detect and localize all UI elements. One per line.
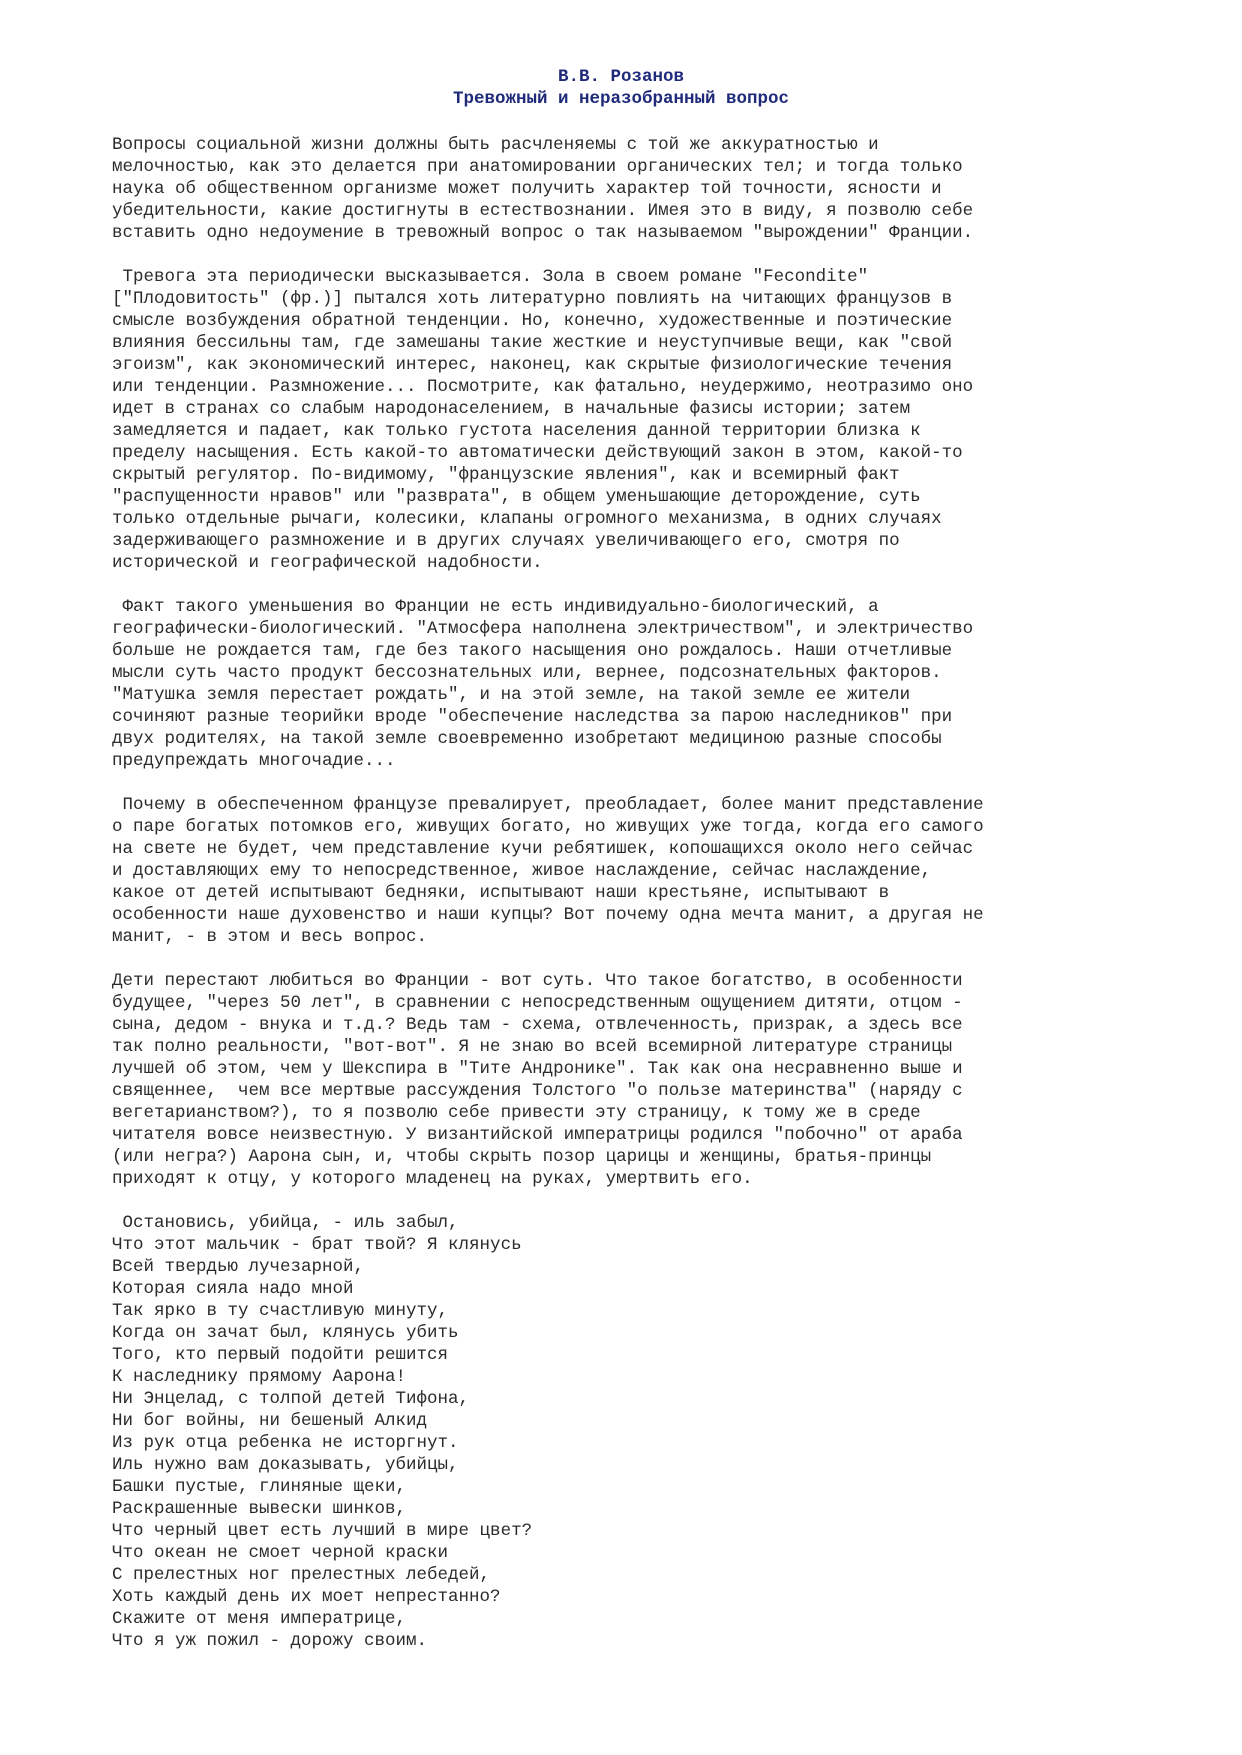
document-header xyxy=(0,66,1242,110)
text-line: Что океан не смоет черной краски xyxy=(112,1543,449,1563)
document-body xyxy=(112,134,1172,1652)
text-line: смысле возбуждения обратной тенденции. Но, конечно, художественные и поэтические xyxy=(112,311,953,331)
text-line: Башки пустые, глиняные щеки, xyxy=(112,1477,407,1497)
text-line: Что черный цвет есть лучший в мире цвет? xyxy=(112,1521,533,1541)
paragraph xyxy=(112,134,1172,244)
text-line: Ни бог войны, ни бешеный Алкид xyxy=(112,1411,428,1431)
text-line: (или негра?) Аарона сын, и, чтобы скрыть позор царицы и женщины, братья-принцы xyxy=(112,1147,932,1167)
text-line: или тенденции. Размножение... Посмотрите, как фатально, неудержимо, неотразимо оно xyxy=(112,377,974,397)
text-line: вегетарианством?), то я позволю себе привести эту страницу, к тому же в среде xyxy=(112,1103,921,1123)
text-line: Остановись, убийца, - иль забыл, xyxy=(112,1213,459,1233)
text-line: приходят к отцу, у которого младенец на руках, умертвить его. xyxy=(112,1169,753,1189)
text-line: особенности наше духовенство и наши купцы? Вот почему одна мечта манит, а другая не xyxy=(112,905,984,925)
paragraph-spacer xyxy=(112,772,1172,794)
text-line: Хоть каждый день их моет непрестанно? xyxy=(112,1587,501,1607)
text-line: Того, кто первый подойти решится xyxy=(112,1345,449,1365)
text-line: мысли суть часто продукт бессознательных или, вернее, подсознательных факторов. xyxy=(112,663,942,683)
text-line: замедляется и падает, как только густота населения данной территории близка к xyxy=(112,421,921,441)
text-line: Всей твердью лучезарной, xyxy=(112,1257,365,1277)
paragraph xyxy=(112,596,1172,772)
text-line: исторической и географической надобности. xyxy=(112,553,543,573)
text-line: географически-биологический. "Атмосфера наполнена электричеством", и электричество xyxy=(112,619,974,639)
text-line: Что этот мальчик - брат твой? Я клянусь xyxy=(112,1235,522,1255)
text-line: К наследнику прямому Аарона! xyxy=(112,1367,407,1387)
text-line: больше не рождается там, где без такого насыщения оно рождалось. Наши отчетливые xyxy=(112,641,953,661)
text-line: пределу насыщения. Есть какой-то автоматически действующий закон в этом, какой-то xyxy=(112,443,963,463)
text-line: лучшей об этом, чем у Шекспира в "Тите Андронике". Так как она несравненно выше и xyxy=(112,1059,963,1079)
paragraph-spacer xyxy=(112,948,1172,970)
text-line: какое от детей испытывают бедняки, испытывают наши крестьяне, испытывают в xyxy=(112,883,890,903)
text-line: Которая сияла надо мной xyxy=(112,1279,354,1299)
paragraph-spacer xyxy=(112,1190,1172,1212)
text-line: только отдельные рычаги, колесики, клапаны огромного механизма, в одних случаях xyxy=(112,509,942,529)
text-line: будущее, "через 50 лет", в сравнении с непосредственным ощущением дитяти, отцом - xyxy=(112,993,963,1013)
text-line: на свете не будет, чем представление кучи ребятишек, копошащихся около него сейчас xyxy=(112,839,974,859)
text-line: Факт такого уменьшения во Франции не есть индивидуально-биологический, а xyxy=(112,597,879,617)
text-line: и доставляющих ему то непосредственное, живое наслаждение, сейчас наслаждение, xyxy=(112,861,932,881)
poem-block xyxy=(112,1212,1172,1652)
text-line: эгоизм", как экономический интерес, наконец, как скрытые физиологические течения xyxy=(112,355,953,375)
text-line: так полно реальности, "вот-вот". Я не знаю во всей всемирной литературе страницы xyxy=(112,1037,953,1057)
text-line: убедительности, какие достигнуты в естествознании. Имея это в виду, я позволю себе xyxy=(112,201,974,221)
text-line: "распущенности нравов" или "разврата", в общем уменьшающие деторождение, суть xyxy=(112,487,921,507)
text-line: сына, дедом - внука и т.д.? Ведь там - схема, отвлеченность, призрак, а здесь все xyxy=(112,1015,963,1035)
text-line: "Матушка земля перестает рождать", и на этой земле, на такой земле ее жители xyxy=(112,685,911,705)
text-line: Тревога эта периодически высказывается. Зола в своем романе "Fecondite" xyxy=(112,267,869,287)
text-line: Скажите от меня императрице, xyxy=(112,1609,407,1629)
text-line: сочиняют разные теорийки вроде "обеспечение наследства за парою наследников" при xyxy=(112,707,953,727)
text-line: Ни Энцелад, с толпой детей Тифона, xyxy=(112,1389,470,1409)
text-line: мелочностью, как это делается при анатомировании органических тел; и тогда только xyxy=(112,157,963,177)
text-line: священнее, чем все мертвые рассуждения Толстого "о пользе материнства" (наряду с xyxy=(112,1081,963,1101)
text-line: предупреждать многочадие... xyxy=(112,751,396,771)
text-line: манит, - в этом и весь вопрос. xyxy=(112,927,428,947)
paragraph xyxy=(112,794,1172,948)
text-line: задерживающего размножение и в других случаях увеличивающего его, смотря по xyxy=(112,531,900,551)
paragraph xyxy=(112,266,1172,574)
text-line: влияния бессильны там, где замешаны такие жесткие и неуступчивые вещи, как "свой xyxy=(112,333,953,353)
text-line: вставить одно недоумение в тревожный вопрос о так называемом "вырождении" Франции. xyxy=(112,223,974,243)
author-name: В.В. Розанов xyxy=(557,67,685,87)
text-line: С прелестных ног прелестных лебедей, xyxy=(112,1565,491,1585)
text-line: Иль нужно вам доказывать, убийцы, xyxy=(112,1455,459,1475)
text-line: читателя вовсе неизвестную. У византийской императрицы родился "побочно" от араба xyxy=(112,1125,963,1145)
text-line: Когда он зачат был, клянусь убить xyxy=(112,1323,459,1343)
text-line: о паре богатых потомков его, живущих богато, но живущих уже тогда, когда его самого xyxy=(112,817,984,837)
text-line: Раскрашенные вывески шинков, xyxy=(112,1499,407,1519)
text-line: идет в странах со слабым народонаселением, в начальные фазисы истории; затем xyxy=(112,399,911,419)
text-line: Что я уж пожил - дорожу своим. xyxy=(112,1631,428,1651)
text-line: Вопросы социальной жизни должны быть расчленяемы с той же аккуратностью и xyxy=(112,135,879,155)
text-line: скрытый регулятор. По-видимому, "французские явления", как и всемирный факт xyxy=(112,465,900,485)
paragraph xyxy=(112,970,1172,1190)
document-title: Тревожный и неразобранный вопрос xyxy=(452,89,790,109)
text-line: Из рук отца ребенка не исторгнут. xyxy=(112,1433,459,1453)
text-line: Почему в обеспеченном французе превалирует, преобладает, более манит представление xyxy=(112,795,984,815)
text-line: Так ярко в ту счастливую минуту, xyxy=(112,1301,449,1321)
text-line: наука об общественном организме может получить характер той точности, ясности и xyxy=(112,179,942,199)
text-line: ["Плодовитость" (фр.)] пытался хоть литературно повлиять на читающих французов в xyxy=(112,289,953,309)
text-line: Дети перестают любиться во Франции - вот суть. Что такое богатство, в особенности xyxy=(112,971,963,991)
paragraph-spacer xyxy=(112,574,1172,596)
text-line: двух родителях, на такой земле своевременно изобретают медициною разные способы xyxy=(112,729,942,749)
paragraph-spacer xyxy=(112,244,1172,266)
